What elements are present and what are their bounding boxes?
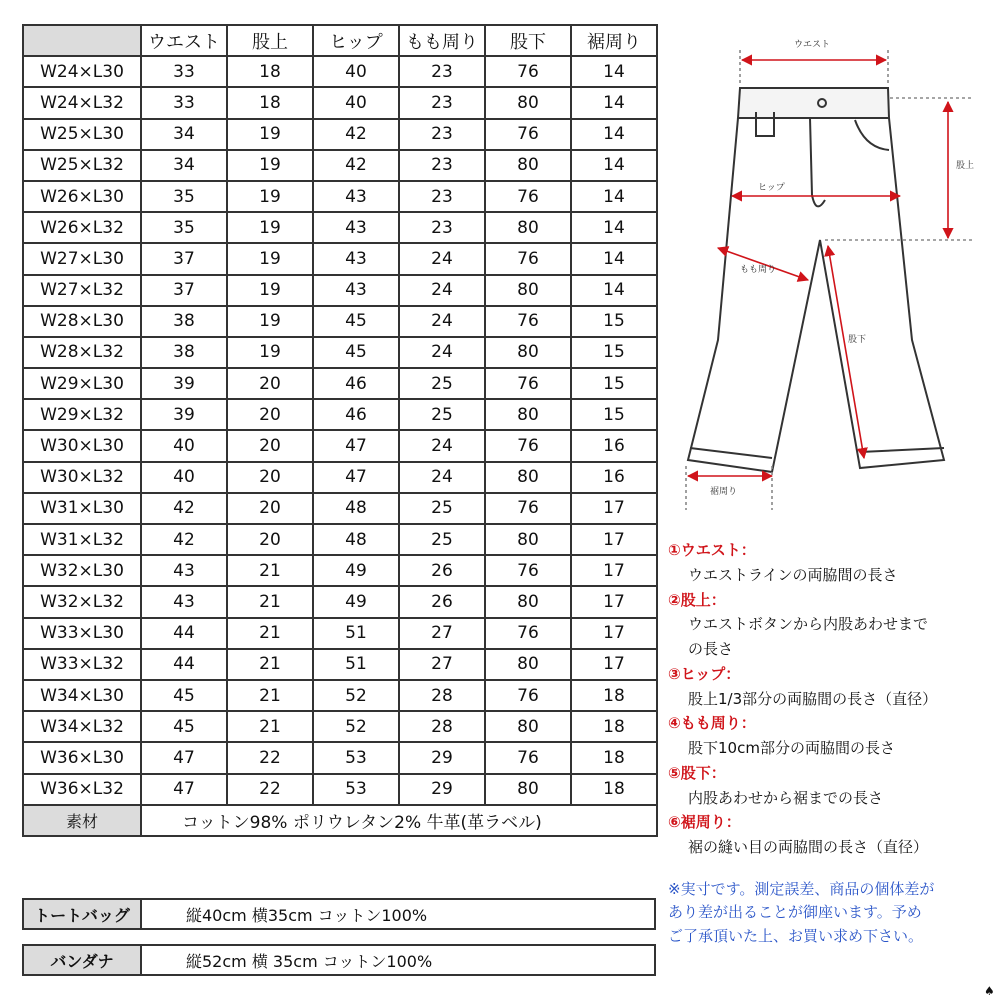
value-cell: 44 bbox=[141, 618, 227, 649]
value-cell: 24 bbox=[399, 337, 485, 368]
value-cell: 21 bbox=[227, 586, 313, 617]
value-cell: 20 bbox=[227, 462, 313, 493]
value-cell: 49 bbox=[313, 586, 399, 617]
value-cell: 25 bbox=[399, 493, 485, 524]
value-cell: 43 bbox=[313, 243, 399, 274]
table-row bbox=[23, 87, 657, 118]
table-row bbox=[23, 586, 657, 617]
disclaimer bbox=[668, 878, 990, 948]
value-cell: 23 bbox=[399, 87, 485, 118]
bandana-table bbox=[22, 944, 656, 976]
value-cell: 35 bbox=[141, 181, 227, 212]
value-cell: 44 bbox=[141, 649, 227, 680]
value-cell: 76 bbox=[485, 618, 571, 649]
value-cell: 19 bbox=[227, 337, 313, 368]
value-cell: 23 bbox=[399, 150, 485, 181]
header-cell: 裾周り bbox=[571, 25, 657, 56]
value-cell: 76 bbox=[485, 243, 571, 274]
value-cell: 17 bbox=[571, 586, 657, 617]
disclaimer-line: ご了承頂いた上、お買い求め下さい。 bbox=[668, 926, 924, 945]
value-cell: 19 bbox=[227, 243, 313, 274]
size-cell: W36×L32 bbox=[23, 774, 141, 805]
value-cell: 23 bbox=[399, 56, 485, 87]
value-cell: 47 bbox=[141, 774, 227, 805]
bandana-label: バンダナ bbox=[23, 945, 141, 975]
value-cell: 39 bbox=[141, 399, 227, 430]
value-cell: 76 bbox=[485, 430, 571, 461]
value-cell: 80 bbox=[485, 462, 571, 493]
value-cell: 38 bbox=[141, 337, 227, 368]
table-row bbox=[23, 555, 657, 586]
inseam-dim-line bbox=[828, 246, 867, 458]
value-cell: 40 bbox=[313, 56, 399, 87]
size-cell: W26×L30 bbox=[23, 181, 141, 212]
tote-bag-table bbox=[22, 898, 656, 930]
value-cell: 19 bbox=[227, 306, 313, 337]
size-cell: W27×L30 bbox=[23, 243, 141, 274]
value-cell: 25 bbox=[399, 399, 485, 430]
table-row bbox=[23, 493, 657, 524]
size-cell: W31×L30 bbox=[23, 493, 141, 524]
value-cell: 33 bbox=[141, 56, 227, 87]
value-cell: 18 bbox=[227, 56, 313, 87]
value-cell: 37 bbox=[141, 275, 227, 306]
value-cell: 24 bbox=[399, 306, 485, 337]
disclaimer-line: ※実寸です。測定誤差、商品の個体差が bbox=[668, 880, 935, 898]
value-cell: 21 bbox=[227, 649, 313, 680]
value-cell: 52 bbox=[313, 680, 399, 711]
size-cell: W24×L32 bbox=[23, 87, 141, 118]
inseam-label: 股下 bbox=[848, 335, 867, 345]
value-cell: 80 bbox=[485, 774, 571, 805]
pants-measurement-diagram bbox=[660, 20, 1000, 520]
note-description: ウエストラインの両脇間の長さ bbox=[688, 565, 898, 584]
value-cell: 26 bbox=[399, 586, 485, 617]
value-cell: 80 bbox=[485, 586, 571, 617]
note-title: ⑤股下： bbox=[668, 763, 726, 782]
value-cell: 28 bbox=[399, 711, 485, 742]
note-description: 股上1/3部分の両脇間の長さ（直径） bbox=[688, 689, 938, 708]
header-corner bbox=[23, 25, 141, 56]
value-cell: 18 bbox=[571, 711, 657, 742]
value-cell: 76 bbox=[485, 181, 571, 212]
value-cell: 42 bbox=[141, 524, 227, 555]
value-cell: 53 bbox=[313, 742, 399, 773]
value-cell: 52 bbox=[313, 711, 399, 742]
value-cell: 24 bbox=[399, 462, 485, 493]
value-cell: 80 bbox=[485, 87, 571, 118]
table-row bbox=[23, 524, 657, 555]
header-cell: 股上 bbox=[227, 25, 313, 56]
value-cell: 20 bbox=[227, 399, 313, 430]
value-cell: 45 bbox=[313, 337, 399, 368]
table-row bbox=[23, 711, 657, 742]
note-description: 股下10cm部分の両脇間の長さ bbox=[688, 739, 895, 757]
disclaimer-line: あり差が出ることが御座います。予め bbox=[668, 903, 922, 922]
value-cell: 80 bbox=[485, 524, 571, 555]
value-cell: 35 bbox=[141, 212, 227, 243]
value-cell: 43 bbox=[313, 181, 399, 212]
size-cell: W28×L30 bbox=[23, 306, 141, 337]
table-row bbox=[23, 181, 657, 212]
table-row bbox=[23, 649, 657, 680]
table-row bbox=[23, 56, 657, 87]
value-cell: 23 bbox=[399, 212, 485, 243]
value-cell: 14 bbox=[571, 181, 657, 212]
value-cell: 23 bbox=[399, 181, 485, 212]
size-cell: W36×L30 bbox=[23, 742, 141, 773]
value-cell: 27 bbox=[399, 618, 485, 649]
value-cell: 47 bbox=[313, 430, 399, 461]
value-cell: 53 bbox=[313, 774, 399, 805]
size-cell: W29×L30 bbox=[23, 368, 141, 399]
value-cell: 39 bbox=[141, 368, 227, 399]
value-cell: 76 bbox=[485, 680, 571, 711]
value-cell: 29 bbox=[399, 742, 485, 773]
measurement-notes bbox=[668, 538, 988, 860]
value-cell: 45 bbox=[141, 711, 227, 742]
size-cell: W31×L32 bbox=[23, 524, 141, 555]
value-cell: 14 bbox=[571, 56, 657, 87]
value-cell: 19 bbox=[227, 212, 313, 243]
value-cell: 23 bbox=[399, 119, 485, 150]
value-cell: 47 bbox=[141, 742, 227, 773]
value-cell: 76 bbox=[485, 56, 571, 87]
value-cell: 38 bbox=[141, 306, 227, 337]
value-cell: 80 bbox=[485, 212, 571, 243]
value-cell: 40 bbox=[313, 87, 399, 118]
value-cell: 17 bbox=[571, 649, 657, 680]
size-cell: W32×L32 bbox=[23, 586, 141, 617]
value-cell: 24 bbox=[399, 430, 485, 461]
thigh-label: もも周り bbox=[740, 265, 777, 275]
table-row bbox=[23, 337, 657, 368]
note-description: の長さ bbox=[688, 640, 734, 658]
value-cell: 33 bbox=[141, 87, 227, 118]
value-cell: 15 bbox=[571, 306, 657, 337]
size-cell: W34×L32 bbox=[23, 711, 141, 742]
value-cell: 76 bbox=[485, 306, 571, 337]
size-cell: W25×L32 bbox=[23, 150, 141, 181]
value-cell: 42 bbox=[313, 119, 399, 150]
hem-label: 裾周り bbox=[710, 487, 738, 497]
size-cell: W26×L32 bbox=[23, 212, 141, 243]
value-cell: 14 bbox=[571, 87, 657, 118]
thigh-dim-line bbox=[718, 248, 808, 280]
value-cell: 40 bbox=[141, 462, 227, 493]
value-cell: 24 bbox=[399, 275, 485, 306]
table-row bbox=[23, 275, 657, 306]
value-cell: 34 bbox=[141, 119, 227, 150]
table-row bbox=[23, 306, 657, 337]
value-cell: 19 bbox=[227, 275, 313, 306]
value-cell: 20 bbox=[227, 430, 313, 461]
value-cell: 46 bbox=[313, 399, 399, 430]
table-row bbox=[23, 618, 657, 649]
note-title: ③ヒップ： bbox=[668, 664, 741, 683]
value-cell: 17 bbox=[571, 555, 657, 586]
value-cell: 27 bbox=[399, 649, 485, 680]
value-cell: 22 bbox=[227, 774, 313, 805]
value-cell: 28 bbox=[399, 680, 485, 711]
material-value: コットン98% ポリウレタン2% 牛革(革ラベル) bbox=[141, 805, 657, 836]
tote-bag-value: 縦40cm 横35cm コットン100% bbox=[141, 899, 655, 929]
table-row bbox=[23, 462, 657, 493]
note-title: ①ウエスト： bbox=[668, 541, 756, 559]
size-cell: W30×L32 bbox=[23, 462, 141, 493]
value-cell: 76 bbox=[485, 368, 571, 399]
value-cell: 17 bbox=[571, 524, 657, 555]
value-cell: 14 bbox=[571, 275, 657, 306]
value-cell: 46 bbox=[313, 368, 399, 399]
value-cell: 15 bbox=[571, 337, 657, 368]
note-description: 内股あわせから裾までの長さ bbox=[688, 788, 884, 807]
size-cell: W34×L30 bbox=[23, 680, 141, 711]
table-row bbox=[23, 212, 657, 243]
size-cell: W28×L32 bbox=[23, 337, 141, 368]
size-cell: W32×L30 bbox=[23, 555, 141, 586]
value-cell: 49 bbox=[313, 555, 399, 586]
note-title: ⑥裾周り： bbox=[668, 813, 741, 832]
value-cell: 15 bbox=[571, 368, 657, 399]
value-cell: 43 bbox=[313, 212, 399, 243]
value-cell: 24 bbox=[399, 243, 485, 274]
rise-label: 股上 bbox=[956, 161, 975, 171]
value-cell: 21 bbox=[227, 618, 313, 649]
bandana-value: 縦52cm 横 35cm コットン100% bbox=[141, 945, 655, 975]
size-table-header bbox=[23, 25, 657, 56]
value-cell: 45 bbox=[313, 306, 399, 337]
value-cell: 80 bbox=[485, 711, 571, 742]
value-cell: 48 bbox=[313, 524, 399, 555]
value-cell: 26 bbox=[399, 555, 485, 586]
size-cell: W25×L30 bbox=[23, 119, 141, 150]
value-cell: 51 bbox=[313, 618, 399, 649]
value-cell: 22 bbox=[227, 742, 313, 773]
table-row bbox=[23, 119, 657, 150]
note-description: ウエストボタンから内股あわせまで bbox=[688, 615, 929, 634]
table-row bbox=[23, 399, 657, 430]
value-cell: 43 bbox=[141, 555, 227, 586]
value-cell: 18 bbox=[571, 774, 657, 805]
value-cell: 76 bbox=[485, 493, 571, 524]
value-cell: 16 bbox=[571, 462, 657, 493]
value-cell: 47 bbox=[313, 462, 399, 493]
material-row bbox=[23, 805, 657, 836]
value-cell: 43 bbox=[313, 275, 399, 306]
tote-bag-label: トートバッグ bbox=[23, 899, 141, 929]
table-row bbox=[23, 742, 657, 773]
value-cell: 14 bbox=[571, 150, 657, 181]
value-cell: 40 bbox=[141, 430, 227, 461]
value-cell: 21 bbox=[227, 711, 313, 742]
pants-outline bbox=[688, 88, 944, 472]
value-cell: 17 bbox=[571, 493, 657, 524]
value-cell: 76 bbox=[485, 119, 571, 150]
value-cell: 20 bbox=[227, 493, 313, 524]
value-cell: 34 bbox=[141, 150, 227, 181]
note-description: 裾の縫い目の両脇間の長さ（直径） bbox=[688, 838, 929, 856]
header-cell: ヒップ bbox=[313, 25, 399, 56]
value-cell: 42 bbox=[141, 493, 227, 524]
size-cell: W24×L30 bbox=[23, 56, 141, 87]
value-cell: 25 bbox=[399, 524, 485, 555]
header-cell: ウエスト bbox=[141, 25, 227, 56]
table-row bbox=[23, 368, 657, 399]
value-cell: 80 bbox=[485, 649, 571, 680]
hip-label: ヒップ bbox=[758, 183, 785, 193]
value-cell: 76 bbox=[485, 742, 571, 773]
value-cell: 18 bbox=[571, 742, 657, 773]
value-cell: 80 bbox=[485, 275, 571, 306]
value-cell: 20 bbox=[227, 524, 313, 555]
value-cell: 18 bbox=[571, 680, 657, 711]
value-cell: 15 bbox=[571, 399, 657, 430]
value-cell: 18 bbox=[227, 87, 313, 118]
value-cell: 29 bbox=[399, 774, 485, 805]
value-cell: 76 bbox=[485, 555, 571, 586]
size-cell: W30×L30 bbox=[23, 430, 141, 461]
value-cell: 19 bbox=[227, 181, 313, 212]
header-cell: 股下 bbox=[485, 25, 571, 56]
size-cell: W33×L32 bbox=[23, 649, 141, 680]
waist-label: ウエスト bbox=[794, 40, 831, 50]
value-cell: 42 bbox=[313, 150, 399, 181]
value-cell: 80 bbox=[485, 337, 571, 368]
value-cell: 19 bbox=[227, 150, 313, 181]
value-cell: 21 bbox=[227, 555, 313, 586]
value-cell: 45 bbox=[141, 680, 227, 711]
value-cell: 14 bbox=[571, 243, 657, 274]
header-cell: もも周り bbox=[399, 25, 485, 56]
value-cell: 43 bbox=[141, 586, 227, 617]
value-cell: 20 bbox=[227, 368, 313, 399]
value-cell: 16 bbox=[571, 430, 657, 461]
note-title: ④もも周り： bbox=[668, 714, 756, 733]
size-cell: W29×L32 bbox=[23, 399, 141, 430]
size-cell: W33×L30 bbox=[23, 618, 141, 649]
table-row bbox=[23, 774, 657, 805]
value-cell: 80 bbox=[485, 399, 571, 430]
corner-mark-icon: ♠ bbox=[984, 984, 995, 998]
note-title: ②股上： bbox=[668, 590, 726, 609]
size-table bbox=[22, 24, 658, 837]
value-cell: 17 bbox=[571, 618, 657, 649]
material-label: 素材 bbox=[23, 805, 141, 836]
value-cell: 80 bbox=[485, 150, 571, 181]
size-cell: W27×L32 bbox=[23, 275, 141, 306]
value-cell: 37 bbox=[141, 243, 227, 274]
value-cell: 48 bbox=[313, 493, 399, 524]
value-cell: 14 bbox=[571, 119, 657, 150]
table-row bbox=[23, 243, 657, 274]
value-cell: 51 bbox=[313, 649, 399, 680]
table-row bbox=[23, 680, 657, 711]
value-cell: 21 bbox=[227, 680, 313, 711]
table-row bbox=[23, 150, 657, 181]
value-cell: 25 bbox=[399, 368, 485, 399]
value-cell: 19 bbox=[227, 119, 313, 150]
value-cell: 14 bbox=[571, 212, 657, 243]
table-row bbox=[23, 430, 657, 461]
